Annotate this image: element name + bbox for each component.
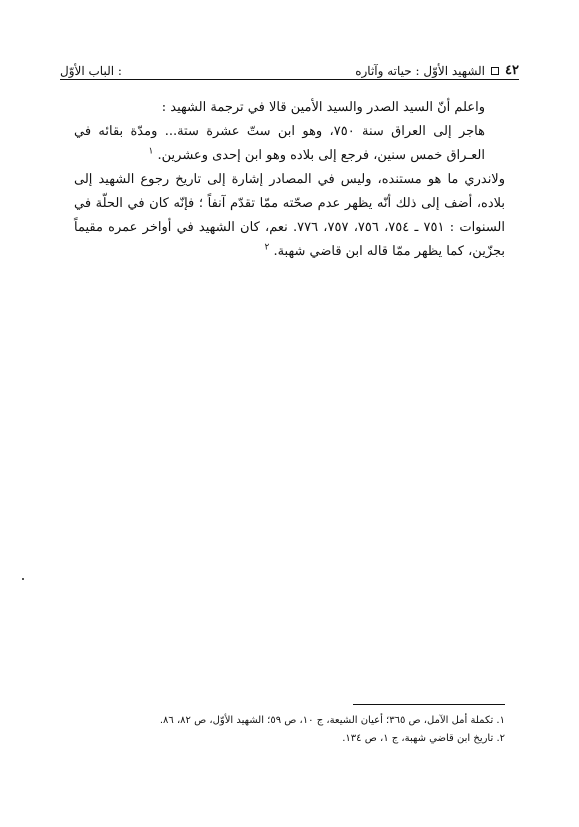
paragraph: واعلم أنّ السيد الصدر والسيد الأمين قالا في ترجمة الشهيد : [161,100,485,115]
header-rule [60,79,519,80]
running-title: الشهيد الأوّل : حياته وآثاره [355,63,486,78]
chapter-title: الباب الأوّل : [60,64,122,78]
body-text [74,96,505,264]
footnote-marker[interactable]: ٢ [264,242,270,253]
quote-paragraph: هاجر إلى العراق سنة ٧٥٠، وهو ابن ستّ عشرة ستة... ومدّة بقائه في العـراق خمس سنين، فرجع إلى بلاده وهو ابن إحدى وعشرين. $^١$ [74,124,485,163]
running-header [60,56,519,78]
paragraph: ولاندري ما هو مستنده، وليس في المصادر إشارة إلى تاريخ رجوع الشهيد إلى بلاده، أضف إلى ذلك أنّه يظهر عدم صحّته ممّا تقدّم آنفاً ؛ فإنّه كان في الحلّة في السنوات : ٧٥١ ـ ٧٥٤، ٧٥٦، ٧٥٧، ٧٧٦. نعم، كان الشهيد في أواخر عمره مقيماً بجزّين، كما يظهر ممّا قاله ابن قاضي شهبة. $^٢$ [74,172,506,259]
footnote-marker[interactable]: ١ [148,146,154,157]
footnote-rule [353,704,505,705]
footnote: ١. تكملة أمل الآمل، ص ٣٦٥؛ أعيان الشيعة، ج ١٠، ص ٥٩؛ الشهيد الأوّل، ص ٨٢، ٨٦. [159,715,505,726]
footnotes [74,712,505,748]
header-title-group [355,63,519,78]
footnote: ٢. تاريخ ابن قاضي شهبة، ج ١، ص ١٣٤. [342,733,505,744]
page-number: ٤٢ [505,63,519,78]
scan-mark [22,578,24,580]
square-separator-icon [491,67,499,75]
